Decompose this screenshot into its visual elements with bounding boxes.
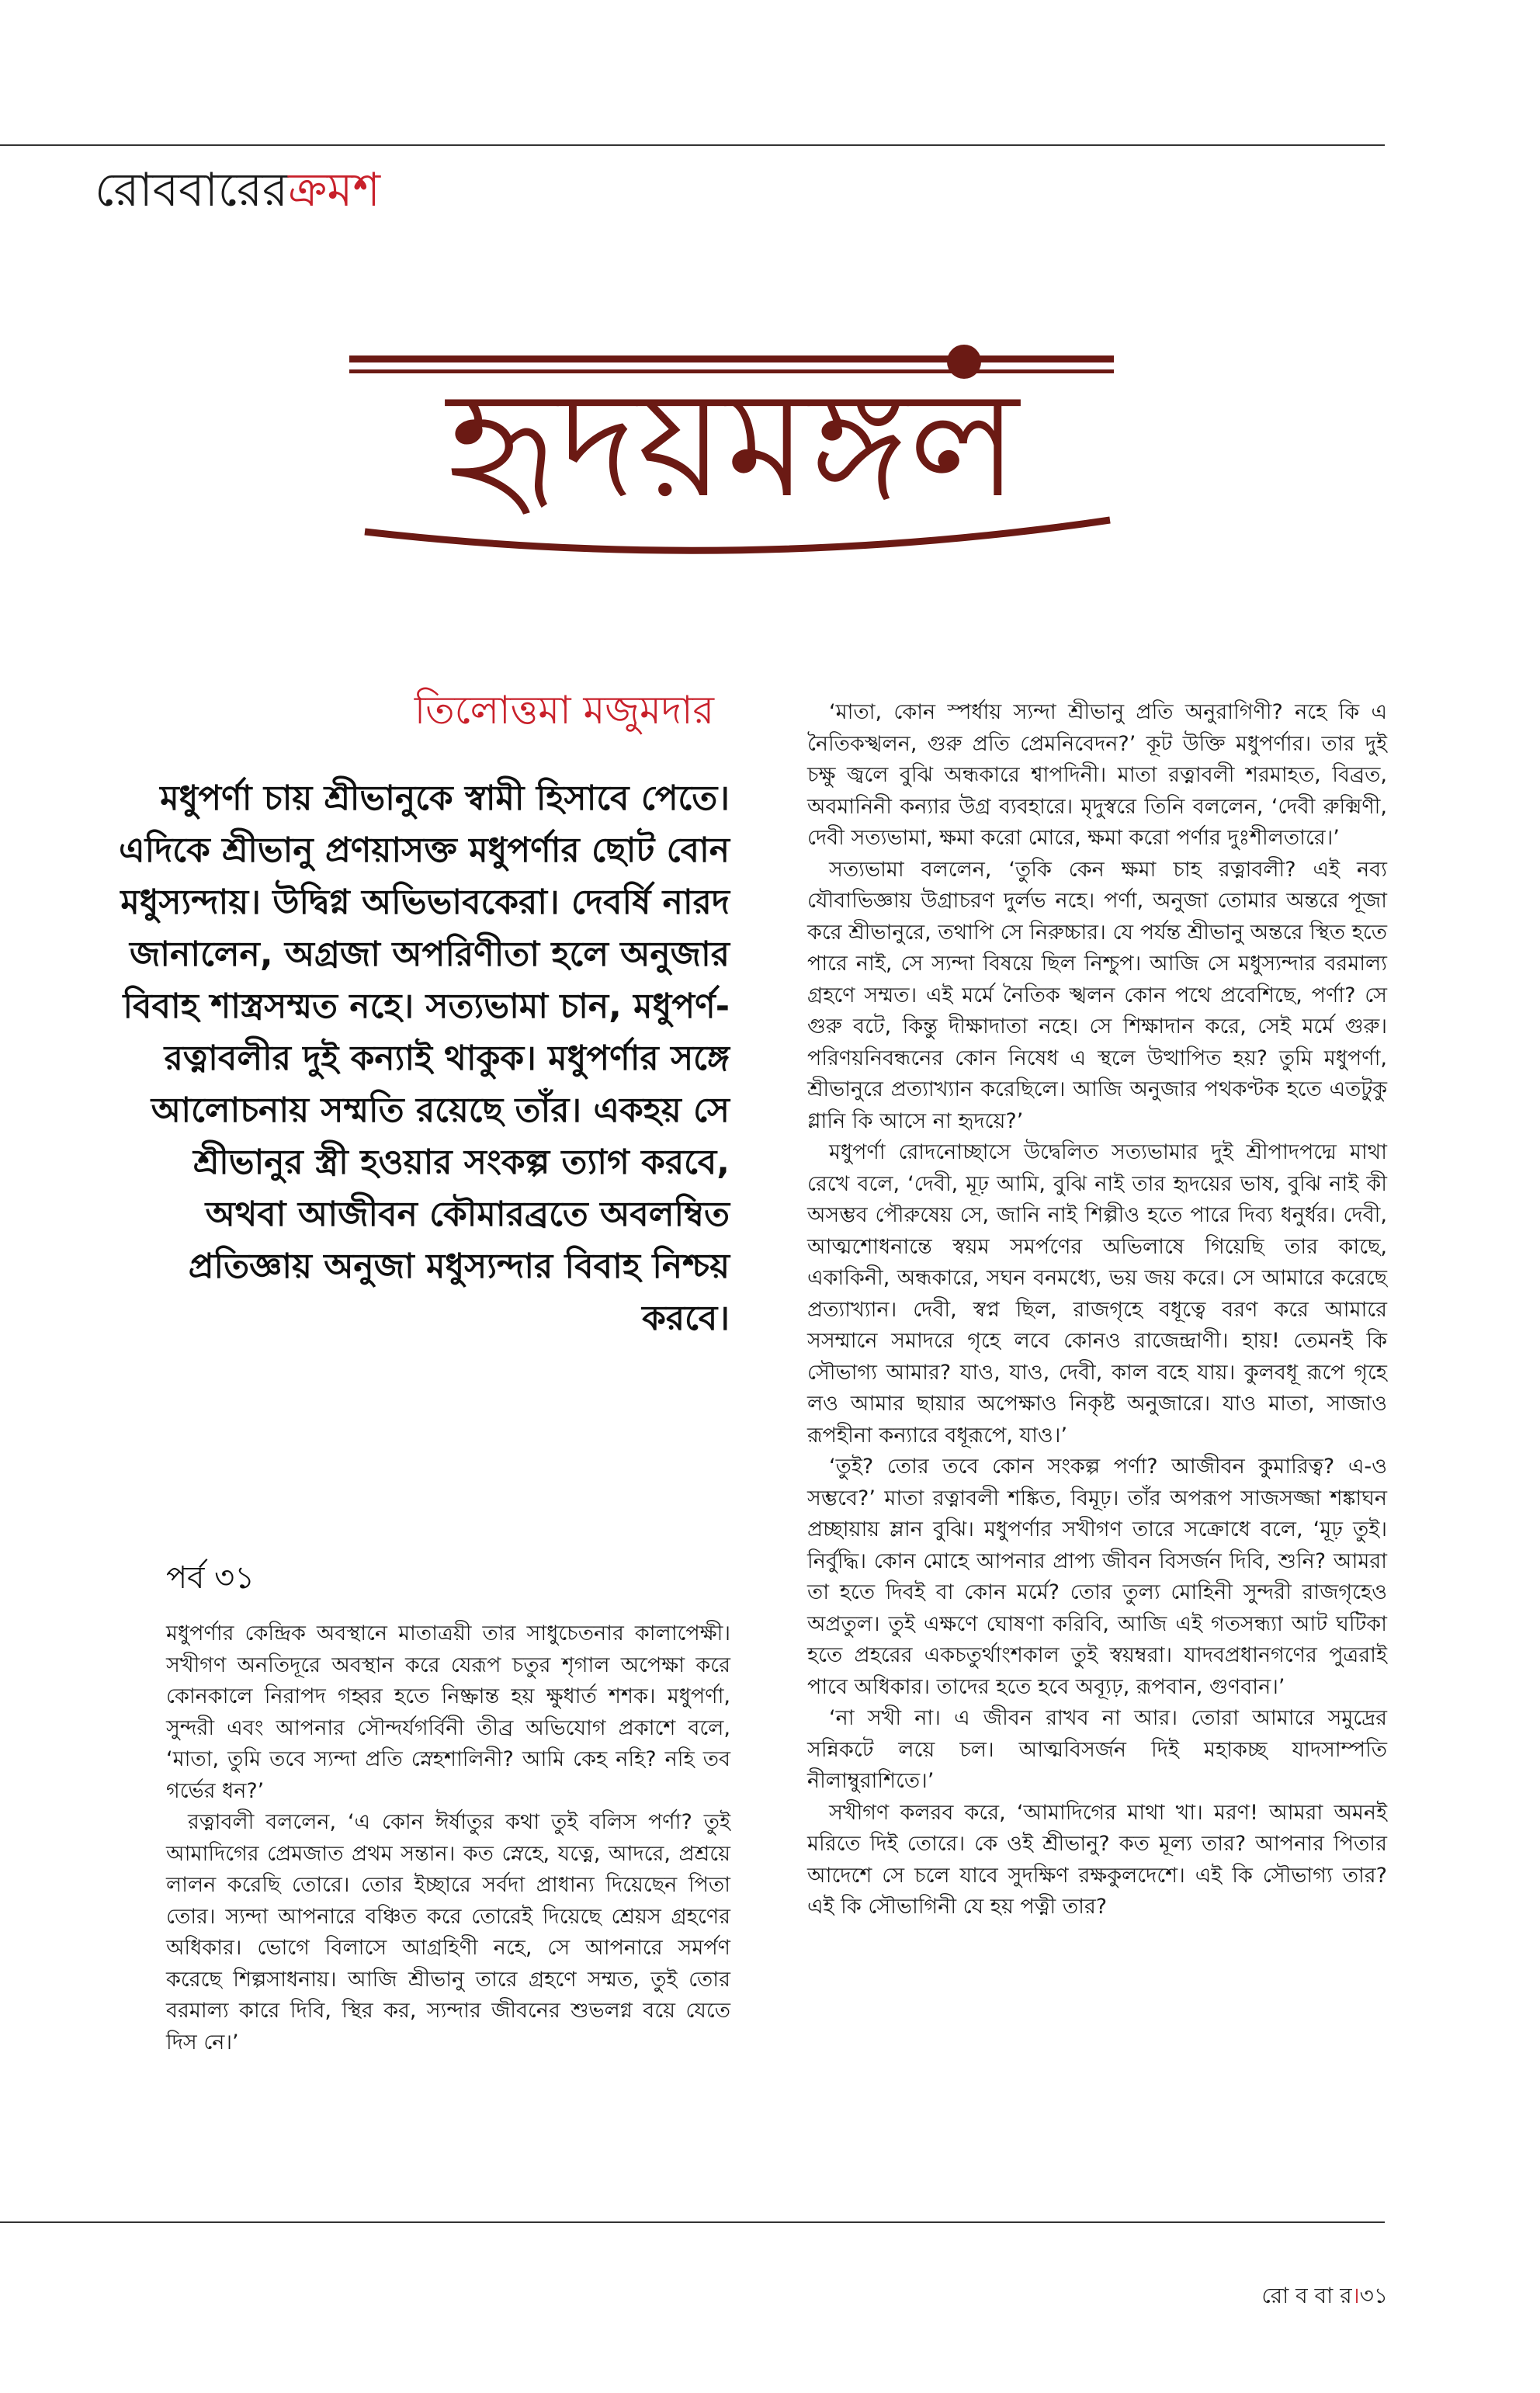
left-column — [166, 1618, 730, 2058]
logo-title: হৃদয়মঙ্গল — [446, 358, 1021, 530]
paragraph: ‘না সখী না। এ জীবন রাখব না আর। তোরা আমারে সমুদ্রের সন্নিকটে লয়ে চল। আত্মবিসর্জন দিই মহাকচ্ছ যাদসাম্পতি নীলাম্বুরাশিতে।’ — [807, 1706, 1387, 1793]
right-column — [807, 697, 1387, 1923]
paragraph: সখীগণ কলরব করে, ‘আমাদিগের মাথা খা। মরণ! আমরা অমনই মরিতে দিই তোরে। কে ওই শ্রীভানু? কত মূল্য তার? আপনার পিতার আদেশে সে চলে যাবে সুদক্ষিণ রক্ষকুলদেশে। এই কি সৌভাগ্য তার? এই কি সৌভাগিনী যে হয় পত্নী তার? — [807, 1800, 1387, 1919]
footer-separator: । — [1351, 2283, 1360, 2308]
paragraph: রত্নাবলী বললেন, ‘এ কোন ঈর্ষাতুর কথা তুই বলিস পর্ণা? তুই আমাদিগের প্রেমজাত প্রথম সন্তান। কত স্নেহে, যত্নে, আদরে, প্রশ্রয়ে লালন করেছি তোরে। তোর ইচ্ছারে সর্বদা প্রাধান্য দিয়েছেন পিতা তোর। স্যন্দা আপনারে বঞ্চিত করে তোরেই দিয়েছে শ্রেয়স গ্রহণের অধিকার। ভোগে বিলাসে আগ্রহিণী নহে, সে আপনারে সমর্পণ করেছে শিল্পসাধনায়। আজি শ্রীভানু তারে গ্রহণে সম্মত, তুই তোর বরমাল্য কারে দিবি, স্থির কর, স্যন্দার জীবনের শুভলগ্ন বয়ে যেতে দিস নে।’ — [166, 1810, 730, 2055]
page-number: ৩১ — [1359, 2283, 1388, 2308]
summary-text: মধুপর্ণা চায় শ্রীভানুকে স্বামী হিসাবে পেতে। এদিকে শ্রীভানু প্রণয়াসক্ত মধুপর্ণার ছোট বোন মধুস্যন্দায়। উদ্বিগ্ন অভিভাবকেরা। দেবর্ষি নারদ জানালেন, অগ্রজা অপরিণীতা হলে অনুজার বিবাহ শাস্ত্রসম্মত নহে। সত্যভামা চান, মধুপর্ণ-রত্নাবলীর দুই কন্যাই থাকুক। মধুপর্ণার সঙ্গে আলোচনায় সম্মতি রয়েছে তাঁর। একহয় সে শ্রীভানুর স্ত্রী হওয়ার সংকল্প ত্যাগ করবে, অথবা আজীবন কৌমারব্রতে অবলম্বিত প্রতিজ্ঞায় অনুজা মধুস্যন্দার বিবাহ নিশ্চয় করবে। — [119, 779, 730, 1338]
section-header — [95, 159, 380, 221]
bottom-rule — [0, 2221, 1385, 2223]
top-rule — [0, 144, 1385, 146]
paragraph: মধুপর্ণার কেন্দ্রিক অবস্থানে মাতাত্রয়ী তার সাধুচেতনার কালাপেক্ষী। সখীগণ অনতিদূরে অবস্থান করে যেরূপ চতুর শৃগাল অপেক্ষা করে কোনকালে নিরাপদ গহ্বর হতে নিষ্ক্রান্ত হয় ক্ষুধার্ত শশক। মধুপর্ণা, সুন্দরী এবং আপনার সৌন্দর্যগর্বিনী তীব্র অভিযোগ প্রকাশে বলে, ‘মাতা, তুমি তবে স্যন্দা প্রতি স্নেহশালিনী? আমি কেহ নহি? নহি তব গর্ভের ধন?’ — [166, 1621, 730, 1803]
paragraph: ‘তুই? তোর তবে কোন সংকল্প পর্ণা? আজীবন কুমারিত্ব? এ-ও সম্ভবে?’ মাতা রত্নাবলী শঙ্কিত, বিমূঢ়। তাঁর অপরূপ সাজসজ্জা শঙ্কাঘন প্রচ্ছায়ায় ম্লান বুঝি। মধুপর্ণার সখীগণ তারে সক্রোধে বলে, ‘মূঢ় তুই। নির্বুদ্ধি। কোন মোহে আপনার প্রাপ্য জীবন বিসর্জন দিবি, শুনি? আমরা তা হতে দিবই বা কোন মর্মে? তোর তুল্য মোহিনী সুন্দরী রাজগৃহেও অপ্রতুল। তুই এক্ষণে ঘোষণা করিবি, আজি এই গতসন্ধ্যা আট ঘটিকা হতে প্রহরের একচতুর্থাংশকাল তুই স্বয়ম্বরা। যাদবপ্রধানগণের পুত্ররাই পাবে অধিকার। তাদের হতে হবে অব্যূঢ়, রূপবান, গুণবান।’ — [807, 1455, 1387, 1699]
page-footer — [1242, 2280, 1388, 2311]
story-summary — [116, 772, 730, 1344]
paragraph: মধুপর্ণা রোদনোচ্ছাসে উদ্বেলিত সত্যভামার দুই শ্রীপাদপদ্মে মাথা রেখে বলে, ‘দেবী, মূঢ় আমি, বুঝি নাই তার হৃদয়ের ভাষ, বুঝি নাই কী অসম্ভব পৌরুষেয় সে, জানি নাই শিল্পীও হতে পারে দিব্য ধনুর্ধর। দেবী, আত্মশোধনান্তে স্বয়ম সমর্পণের অভিলাষে গিয়েছি তার কাছে, একাকিনী, অন্ধকারে, সঘন বনমধ্যে, ভয় জয় করে। সে আমারে করেছে প্রত্যাখ্যান। দেবী, স্বপ্ন ছিল, রাজগৃহে বধূত্বে বরণ করে আমারে সসম্মানে সমাদরে গৃহে লবে কোনও রাজেন্দ্রাণী। হায়! তেমনই কি সৌভাগ্য আমার? যাও, যাও, দেবী, কাল বহে যায়। কুলবধূ রূপে গৃহে লও আমার ছায়ার অপেক্ষাও নিকৃষ্ট অনুজারে। যাও মাতা, সাজাও রূপহীনা কন্যারে বধূরূপে, যাও।’ — [807, 1140, 1387, 1448]
section-header-prefix: রোববারের — [95, 163, 289, 217]
episode-label: পর্ব ৩১ — [166, 1560, 255, 1596]
author-name: তিলোত্তমা মজুমদার — [414, 688, 714, 733]
magazine-name: রো ব বা র — [1261, 2283, 1352, 2308]
paragraph: সত্যভামা বললেন, ‘তুকি কেন ক্ষমা চাহ রত্নাবলী? এই নব্য যৌবাভিজ্ঞায় উগ্রাচরণ দুর্লভ নহে। পর্ণা, অনুজা তোমার অন্তরে পূজা করে শ্রীভানুরে, তথাপি সে নিরুচ্চার। যে পর্যন্ত শ্রীভানু অন্তরে স্থিত হতে পারে নাই, সে স্যন্দা বিষয়ে ছিল নিশ্চুপ। আজি সে মধুস্যন্দার বরমাল্য গ্রহণে সম্মত। এই মর্মে নৈতিক স্খলন কোন পথে প্রবেশিছে, পর্ণা? সে গুরু বটে, কিন্তু দীক্ষাদাতা নহে। সে শিক্ষাদান করে, সেই মর্মে গুরু। পরিণয়নিবন্ধনের কোন নিষেধ এ স্থলে উত্থাপিত হয়? তুমি মধুপর্ণা, শ্রীভানুরে প্রত্যাখ্যান করেছিলে। আজি অনুজার পথকণ্টক হতে এতটুকু গ্লানি কি আসে না হৃদয়ে?’ — [807, 857, 1387, 1133]
series-logo — [334, 342, 1133, 567]
section-header-highlight: ক্রমশ — [288, 163, 381, 217]
paragraph: ‘মাতা, কোন স্পর্ধায় স্যন্দা শ্রীভানু প্রতি অনুরাগিণী? নহে কি এ নৈতিকস্খলন, গুরু প্রতি প্রেমনিবেদন?’ কূট উক্তি মধুপর্ণার। তার দুই চক্ষু জ্বলে বুঝি অন্ধকারে শ্বাপদিনী। মাতা রত্নাবলী শরমাহত, বিব্রত, অবমানিনী কন্যার উগ্র ব্যবহারে। মৃদুস্বরে তিনি বললেন, ‘দেবী রুক্মিণী, দেবী সত্যভামা, ক্ষমা করো মোরে, ক্ষমা করো পর্ণার দুঃশীলতারে।’ — [807, 700, 1387, 850]
